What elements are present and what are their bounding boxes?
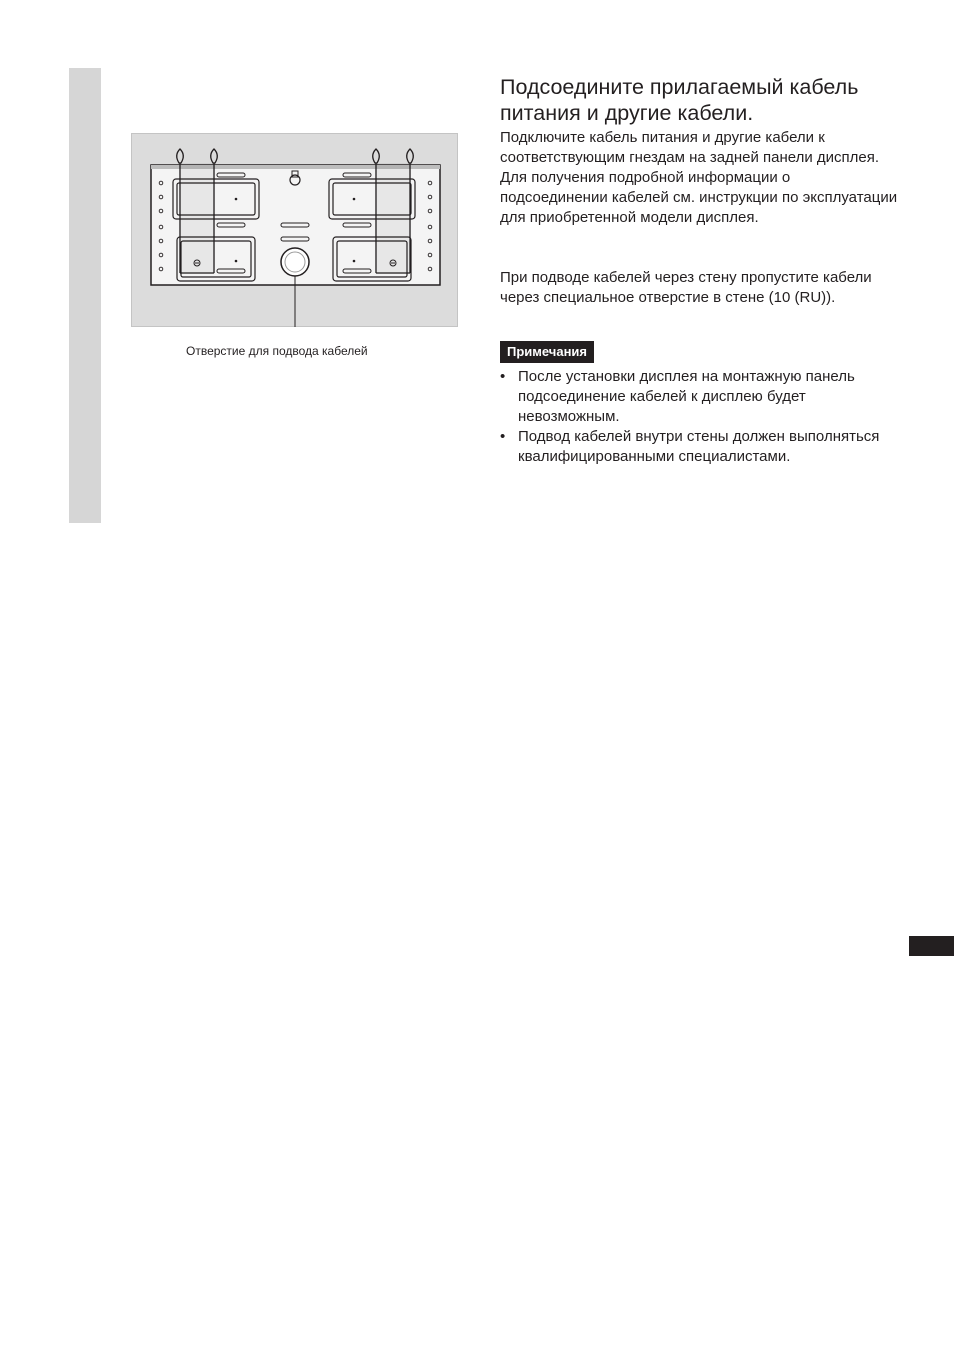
wall-mount-panel-icon xyxy=(131,133,458,327)
note-text: Подвод кабелей внутри стены должен выполняться квалифицированными специалистами. xyxy=(518,428,880,465)
note-item xyxy=(500,427,900,467)
bullet-icon: • xyxy=(500,428,506,445)
notes-label: Примечания xyxy=(500,341,594,363)
mounting-panel-figure xyxy=(131,133,458,327)
bullet-icon: • xyxy=(500,368,506,385)
side-bar xyxy=(69,68,101,523)
note-text: После установки дисплея на монтажную панель подсоединение кабелей к дисплею будет невозможным. xyxy=(518,368,855,425)
page-tab-marker xyxy=(909,936,954,956)
paragraph-wall-routing: При подводе кабелей через стену пропустите кабели через специальное отверстие в стене (10 (RU)). xyxy=(500,269,872,306)
notes-list xyxy=(500,367,900,467)
figure-caption: Отверстие для подвода кабелей xyxy=(186,344,368,358)
note-item xyxy=(500,367,900,427)
cable-hole-icon xyxy=(281,248,309,276)
paragraph-connect-cables: Подключите кабель питания и другие кабели к соответствующим гнездам на задней панели дисплея. Для получения подробной информации о подсоединении кабелей см. инструкции по эксплуатации для приобретенной модели дисплея. xyxy=(500,129,898,226)
section-heading: Подсоедините прилагаемый кабель питания и другие кабели. xyxy=(500,75,859,125)
